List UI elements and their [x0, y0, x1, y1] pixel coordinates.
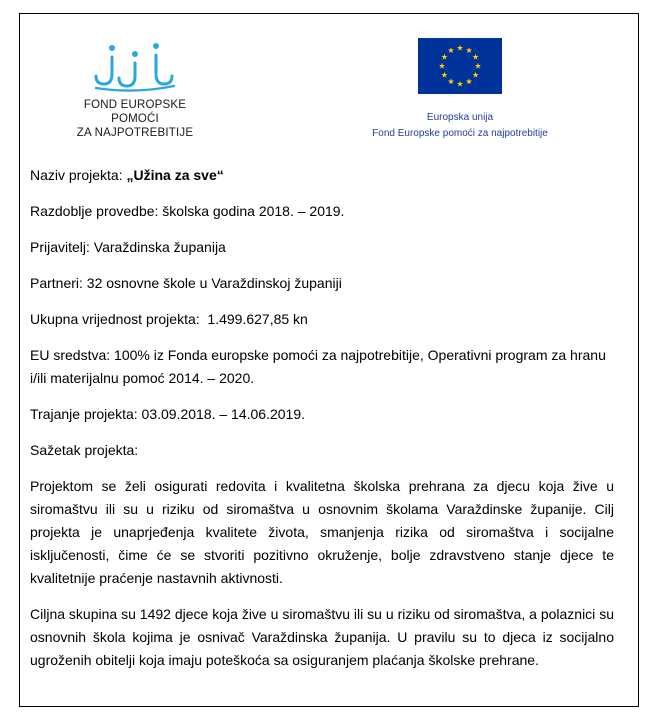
project-applicant: Prijavitelj: Varaždinska županija	[30, 239, 226, 255]
project-name-value: „Užina za sve“	[126, 167, 224, 183]
eu-flag-icon	[418, 38, 502, 94]
fead-figures-icon	[90, 40, 180, 92]
project-name-line	[30, 164, 614, 187]
eu-logo	[360, 38, 560, 142]
fead-logo	[60, 40, 210, 140]
project-summary-label: Sažetak projekta:	[30, 442, 139, 458]
project-eu-funds: EU sredstva: 100% iz Fonda europske pomoći za najpotrebitije, Operativni program za hranu i/ili materijalnu pomoć 2014. – 2020.	[30, 347, 606, 386]
project-summary-paragraph-1: Projektom se želi osigurati redovita i kvalitetna školska prehrana za djecu koja žive u siromaštvu ili su u riziku od siromaštva u osnovnim školama Varaždinske županije. Cilj projekta je unaprjeđenja kvalitete života, smanjenja rizika od siromaštva i socijalne isključenosti, čime će se stvoriti pozitivno okruženje, bolje zdravstveno stanje djece te kvalitetnije praćenje nastavnih aktivnosti.	[30, 478, 614, 586]
eu-logo-line2: Fond Europske pomoći za najpotrebitije	[372, 128, 548, 139]
project-partners: Partneri: 32 osnovne škole u Varaždinskoj županiji	[30, 275, 342, 291]
project-info	[30, 164, 614, 685]
project-summary-paragraph-2: Ciljna skupina su 1492 djece koja žive u siromaštvu ili su u riziku od siromaštva, a polaznici su osnovnih škola kojima je osnivač Varaždinska županija. U pravilu su to djeca iz socijalno ugroženih obitelji koja imaju poteškoća sa osiguranjem plaćanja školske prehrane.	[30, 606, 614, 668]
fead-logo-line1: FOND EUROPSKE POMOĆI	[83, 99, 187, 125]
eu-logo-line1: Europska unija	[426, 112, 494, 123]
project-total-value: Ukupna vrijednost projekta: 1.499.627,85 kn	[30, 311, 308, 327]
fead-logo-line2: ZA NAJPOTREBITIJE	[76, 127, 194, 139]
project-duration: Trajanje projekta: 03.09.2018. – 14.06.2019.	[30, 406, 306, 422]
project-name-label: Naziv projekta:	[30, 167, 127, 183]
project-period: Razdoblje provedbe: školska godina 2018. – 2019.	[30, 203, 345, 219]
